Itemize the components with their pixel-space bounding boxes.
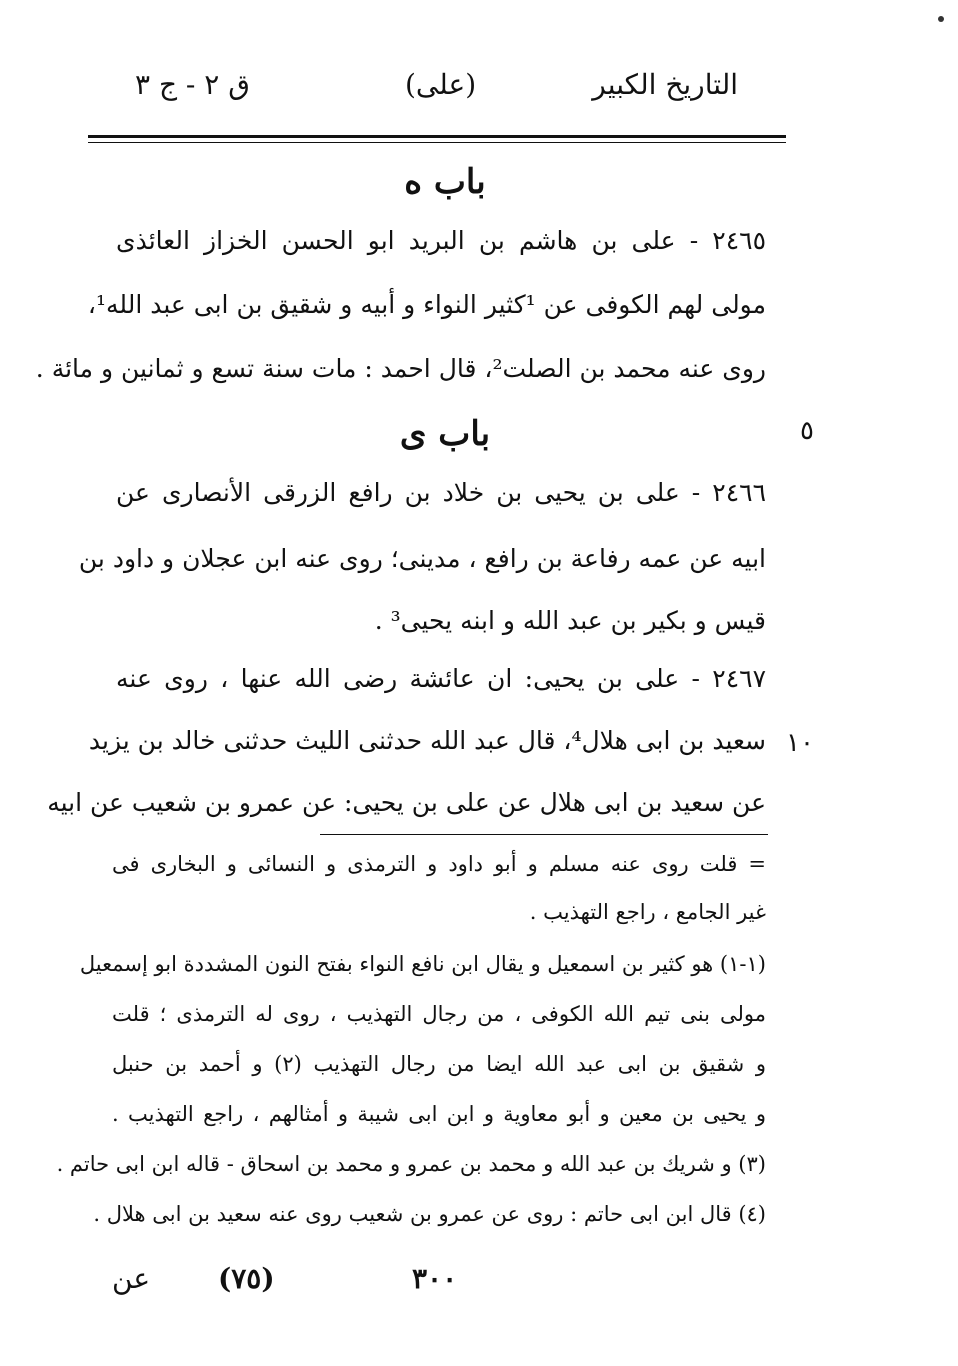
body-line: ٢٤٦٦ - علی بن يحيی بن خلاد بن رافع الزرقی الأنصاری عن bbox=[116, 478, 766, 507]
body-line: روی عنه محمد بن الصلت²، قال احمد : مات سنة تسع و ثمانين و مائة . bbox=[35, 354, 766, 383]
footnote-line: (٤) قال ابن ابی حاتم : روی عن عمرو بن شعيب روی عنه سعيد بن ابی هلال . bbox=[93, 1202, 766, 1226]
body-line: مولی لهم الكوفی عن ¹كثير النواء و أبيه و شقيق بن ابی عبد الله¹، bbox=[87, 290, 766, 319]
section-title: (علی) bbox=[405, 68, 477, 101]
catchword: عن bbox=[112, 1262, 151, 1295]
book-title: التاريخ الكبير bbox=[592, 68, 738, 101]
body-line: قيس و بكير بن عبد الله و ابنه يحيی³ . bbox=[374, 606, 766, 635]
chapter-heading: باب ه bbox=[404, 162, 486, 202]
volume-reference: ق ٢ - ج ٣ bbox=[135, 68, 250, 101]
footnote-line: (٣) و شريك بن عبد الله و محمد بن عمرو و محمد بن اسحاق - قاله ابن ابی حاتم . bbox=[56, 1152, 766, 1176]
scan-speck bbox=[938, 16, 944, 22]
header-rule-thick bbox=[88, 135, 786, 138]
header-rule-thin bbox=[88, 142, 786, 143]
footnote-line: مولی بنی تيم الله الكوفی ، من رجال التهذيب ، روی له الترمذی ؛ قلت bbox=[112, 1002, 766, 1026]
margin-line-number: ٥ bbox=[800, 416, 814, 446]
footnote-line: (١-١) هو كثير بن اسمعيل و يقال ابن نافع النواء بفتح النون المشددة ابو إسمعيل bbox=[79, 952, 766, 976]
footnote-line: و يحيی بن معين و أبو معاوية و ابن ابی شيبة و أمثالهم ، راجع التهذيب . bbox=[112, 1102, 766, 1126]
body-line: سعيد بن ابی هلال⁴، قال عبد الله حدثنی الليث حدثنی خالد بن يزيد bbox=[88, 726, 766, 755]
body-line: ٢٤٦٥ - علی بن هاشم بن البريد ابو الحسن الخزاز العائذی bbox=[116, 226, 766, 255]
footnote-separator bbox=[320, 834, 768, 835]
signature-number: (٧٥) bbox=[218, 1262, 275, 1295]
body-line: عن سعيد بن ابی هلال عن علی بن يحيی: عن عمرو بن شعيب عن ابيه bbox=[47, 788, 766, 817]
body-line: ابيه عن عمه رفاعة بن رافع ، مدينی؛ روی عنه ابن عجلان و داود بن bbox=[78, 544, 766, 573]
page-number: ٣٠٠ bbox=[412, 1262, 458, 1295]
margin-line-number: ١٠ bbox=[786, 728, 814, 758]
footnote-line: غير الجامع ، راجع التهذيب . bbox=[529, 900, 766, 924]
footnote-line: = قلت روی عنه مسلم و أبو داود و الترمذی و النسائی و البخاری فی bbox=[112, 852, 766, 876]
footnote-line: و شقيق بن ابی عبد الله ايضا من رجال التهذيب (٢) و أحمد بن حنبل bbox=[112, 1052, 767, 1076]
chapter-heading: باب ی bbox=[399, 414, 491, 454]
body-line: ٢٤٦٧ - علی بن يحيی: ان عائشة رضی الله عنها ، روی عنه bbox=[116, 664, 766, 693]
